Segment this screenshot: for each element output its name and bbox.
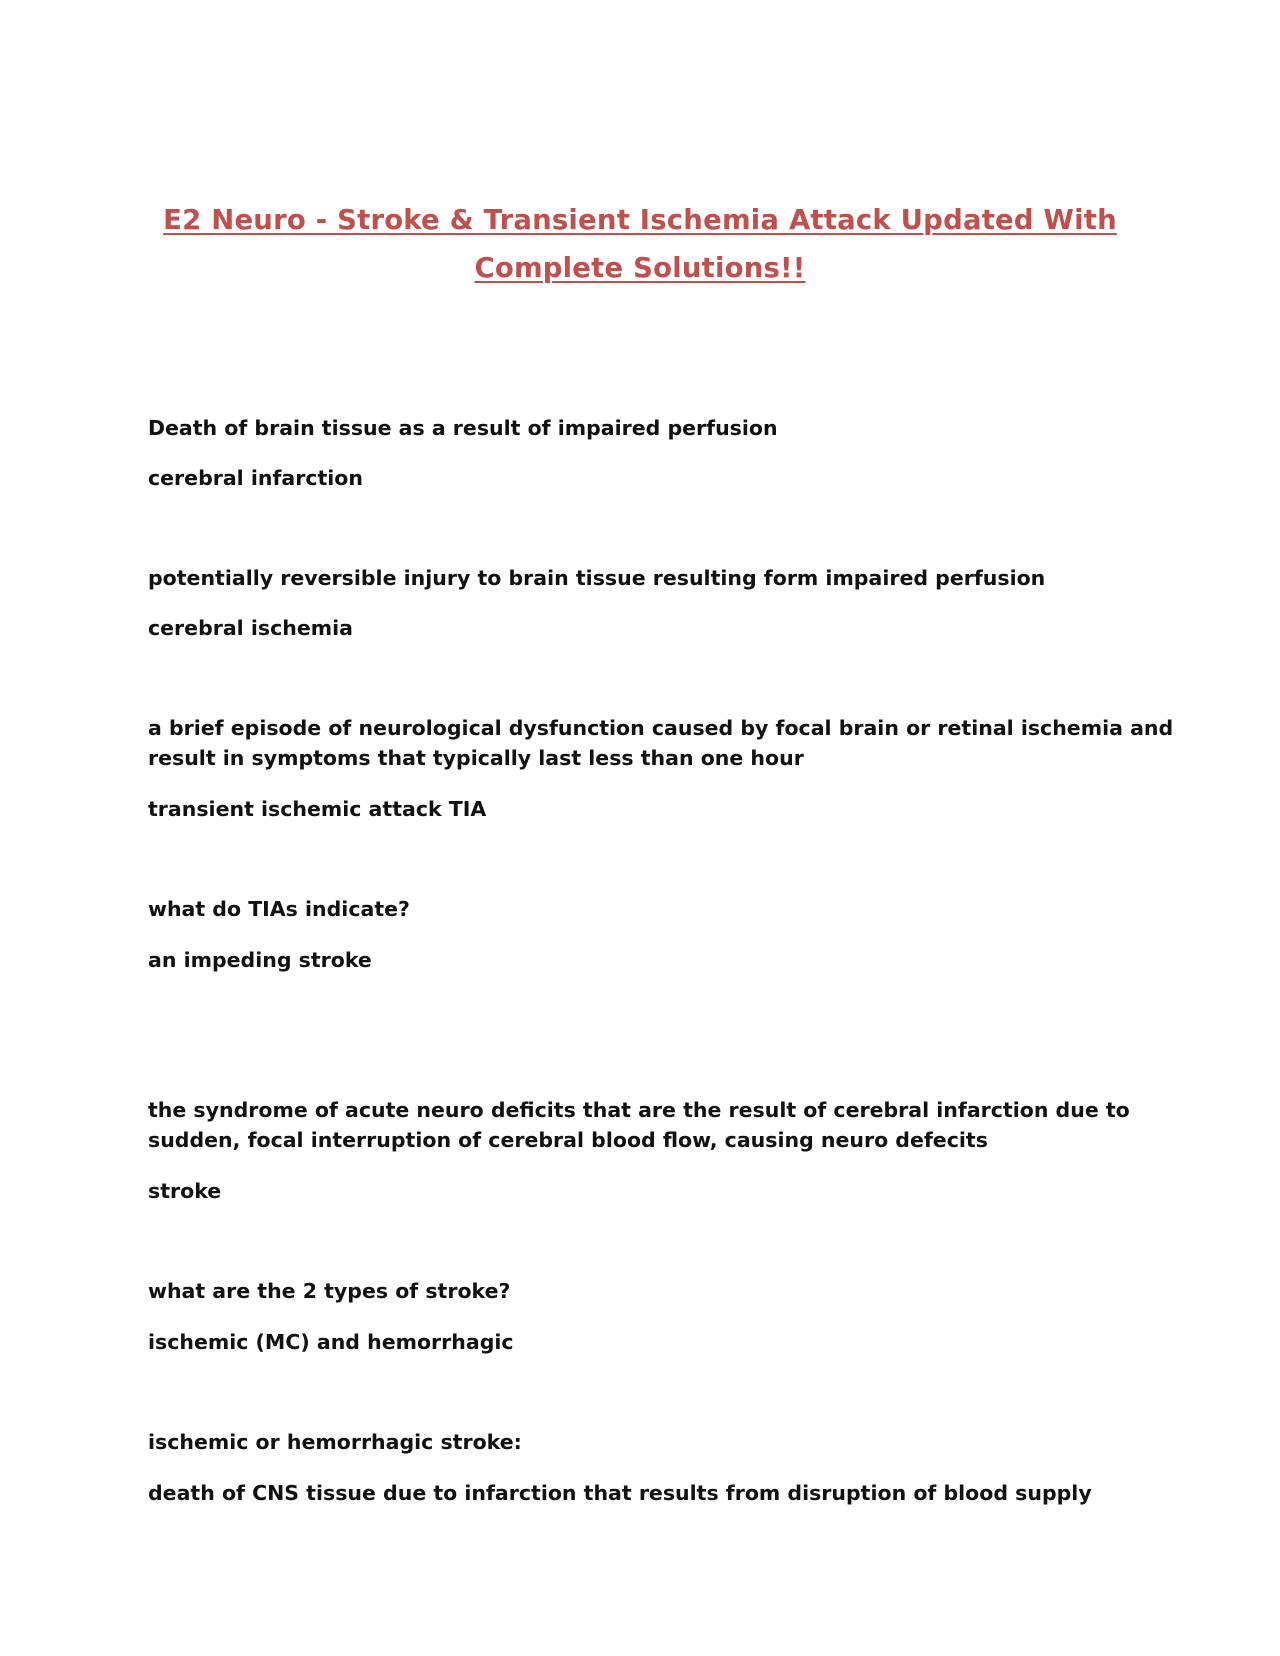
answer-4: an impeding stroke xyxy=(148,948,372,972)
question-3-line-1: a brief episode of neurological dysfunction caused by focal brain or retinal ischemia and xyxy=(148,716,1174,740)
question-7: ischemic or hemorrhagic stroke: xyxy=(148,1430,522,1454)
answer-2: cerebral ischemia xyxy=(148,616,353,640)
question-2: potentially reversible injury to brain tissue resulting form impaired perfusion xyxy=(148,566,1046,590)
question-1: Death of brain tissue as a result of impaired perfusion xyxy=(148,416,778,440)
document-title-line-2: Complete Solutions!! xyxy=(474,252,806,284)
question-4: what do TIAs indicate? xyxy=(148,897,410,921)
question-5-line-1: the syndrome of acute neuro deficits that are the result of cerebral infarction due to xyxy=(148,1098,1130,1122)
document-title xyxy=(130,196,1150,292)
answer-7: death of CNS tissue due to infarction that results from disruption of blood supply xyxy=(148,1481,1092,1505)
question-3-line-2: result in symptoms that typically last less than one hour xyxy=(148,746,804,770)
document-title-line-1: E2 Neuro - Stroke & Transient Ischemia Attack Updated With xyxy=(163,204,1117,236)
answer-3: transient ischemic attack TIA xyxy=(148,797,487,821)
answer-6: ischemic (MC) and hemorrhagic xyxy=(148,1330,514,1354)
answer-1: cerebral infarction xyxy=(148,466,363,490)
question-6: what are the 2 types of stroke? xyxy=(148,1279,511,1303)
answer-5: stroke xyxy=(148,1179,222,1203)
question-5-line-2: sudden, focal interruption of cerebral blood flow, causing neuro defecits xyxy=(148,1128,988,1152)
